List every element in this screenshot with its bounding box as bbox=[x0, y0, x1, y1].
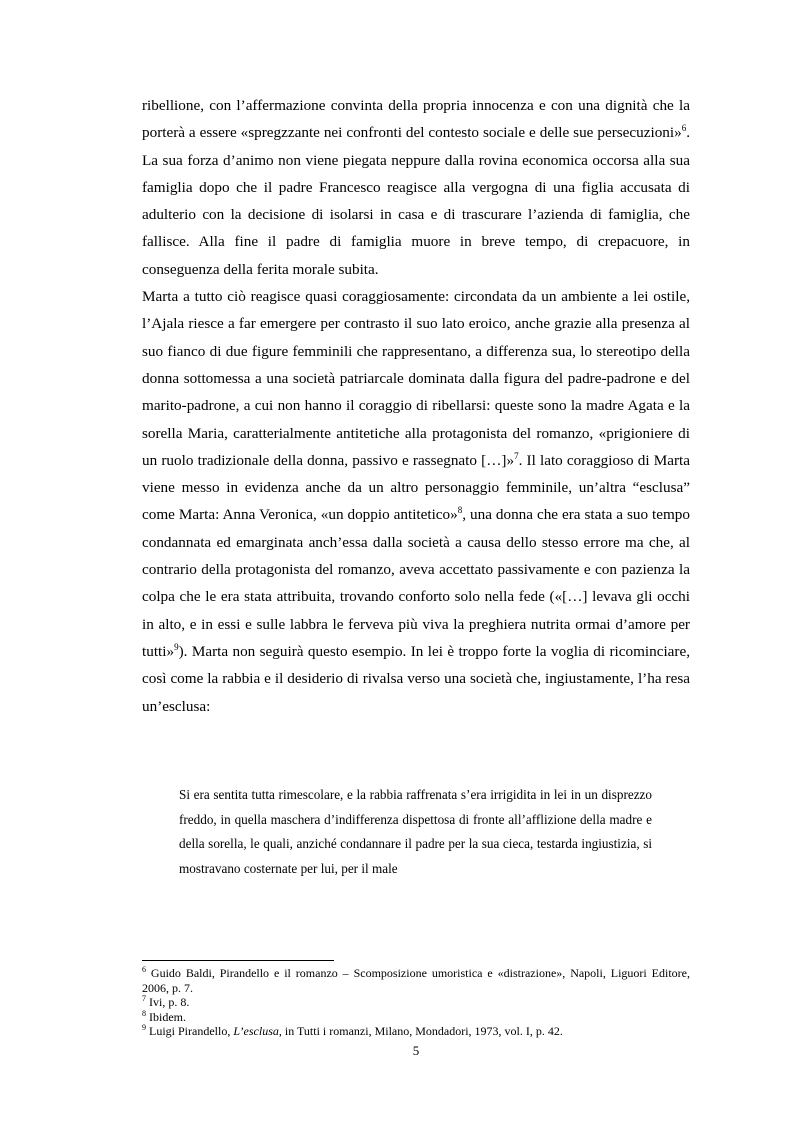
paragraph-2-text-b: . Il lato coraggioso di Marta viene messo in evidenza anche da un altro personaggio femminile, un’altra “esclusa” come Marta: Anna Veronica, «un doppio antitetico» bbox=[142, 451, 691, 524]
footnotes bbox=[142, 966, 690, 1039]
block-quote: Si era sentita tutta rimescolare, e la rabbia raffrenata s’era irrigidita in lei in un disprezzo freddo, in quella maschera d’indifferenza dispettosa di fronte all’afflizione della madre e della sorella, le quali, anziché condannare il padre per la sua cieca, testarda ingiustizia, si mostravano costernate per lui, per il male bbox=[179, 787, 652, 876]
footnote-text: Guido Baldi, Pirandello e il romanzo – Scomposizione umoristica e «distrazione», Napoli, Liguori Editore, 2006, p. 7. bbox=[142, 966, 690, 995]
footnote-number: 7 bbox=[142, 994, 146, 1003]
footnote-number: 9 bbox=[142, 1023, 146, 1032]
footnote-separator bbox=[142, 960, 334, 961]
footnote-text-pre: Luigi Pirandello, bbox=[146, 1024, 234, 1038]
footnote-ref-6: 6 bbox=[681, 123, 687, 134]
body-text bbox=[142, 92, 690, 720]
paragraph-1 bbox=[142, 92, 690, 283]
paragraph-1-text-b: . La sua forza d’animo non viene piegata neppure dalla rovina economica occorsa alla sua famiglia dopo che il padre Francesco reagisce alla vergogna di una figlia accusata di adulterio con la decisione di isolarsi in casa e di trascurare l’azienda di famiglia, che fallisce. Alla fine il padre di famiglia muore in breve tempo, di crepacuore, in conseguenza della ferita morale subita. bbox=[142, 124, 690, 278]
footnote-book-title: L’esclusa bbox=[233, 1024, 279, 1038]
footnote-9 bbox=[142, 1024, 690, 1039]
footnote-ref-8: 8 bbox=[457, 505, 463, 516]
page-number: 5 bbox=[412, 1043, 420, 1058]
footnote-text: Ibidem. bbox=[146, 1009, 186, 1024]
paragraph-2 bbox=[142, 283, 690, 720]
paragraph-1-text-a: ribellione, con l’affermazione convinta della propria innocenza e con una dignità che la porterà a essere «spregzzante nei confronti del contesto sociale e delle sue persecuzioni» bbox=[142, 97, 690, 142]
paragraph-2-text-a: Marta a tutto ciò reagisce quasi coraggiosamente: circondata da un ambiente a lei ostile, l’Ajala riesce a far emergere per contrasto il suo lato eroico, anche grazie alla presenza al suo fianco di due figure femminili che rappresentano, a differenza sua, lo stereotipo della donna sottomessa a una società patriarcale dominata dalla figura del padre-padrone e del marito-padrone, a cui non hanno il coraggio di ribellarsi: queste sono la madre Agata e la sorella Maria, caratterialmente antitetiche alla protagonista del romanzo, «prigioniere di un ruolo tradizionale della donna, passivo e rassegnato […]» bbox=[142, 288, 690, 469]
paragraph-2-text-c: , una donna che era stata a suo tempo condannata ed emarginata anch’essa dalla società a causa dello stesso errore ma che, al contrario della protagonista del romanzo, aveva accettato passivamente e con pazienza la colpa che le era stata attribuita, trovando conforto solo nella fede («[…] levava gli occhi in alto, e in essi e sulle labbra le ferveva più viva la preghiera nutrita ormai d’amore per tutti» bbox=[142, 506, 690, 660]
footnote-6 bbox=[142, 966, 690, 995]
footnote-7 bbox=[142, 995, 690, 1010]
footnote-ref-7: 7 bbox=[514, 450, 519, 461]
footnote-ref-9: 9 bbox=[174, 641, 179, 652]
footnote-number: 8 bbox=[142, 1008, 146, 1018]
footnote-8 bbox=[142, 1010, 690, 1025]
footnote-number: 6 bbox=[142, 965, 146, 974]
footnote-text-post: , in Tutti i romanzi, Milano, Mondadori, 1973, vol. I, p. 42. bbox=[278, 1024, 563, 1038]
paragraph-2-text-d: ). Marta non seguirà questo esempio. In lei è troppo forte la voglia di ricominciare, così come la rabbia e il desiderio di rivalsa verso una società che, ingiustamente, l’ha resa un’esclusa: bbox=[142, 642, 690, 715]
footnote-text: Ivi, p. 8. bbox=[146, 995, 190, 1009]
